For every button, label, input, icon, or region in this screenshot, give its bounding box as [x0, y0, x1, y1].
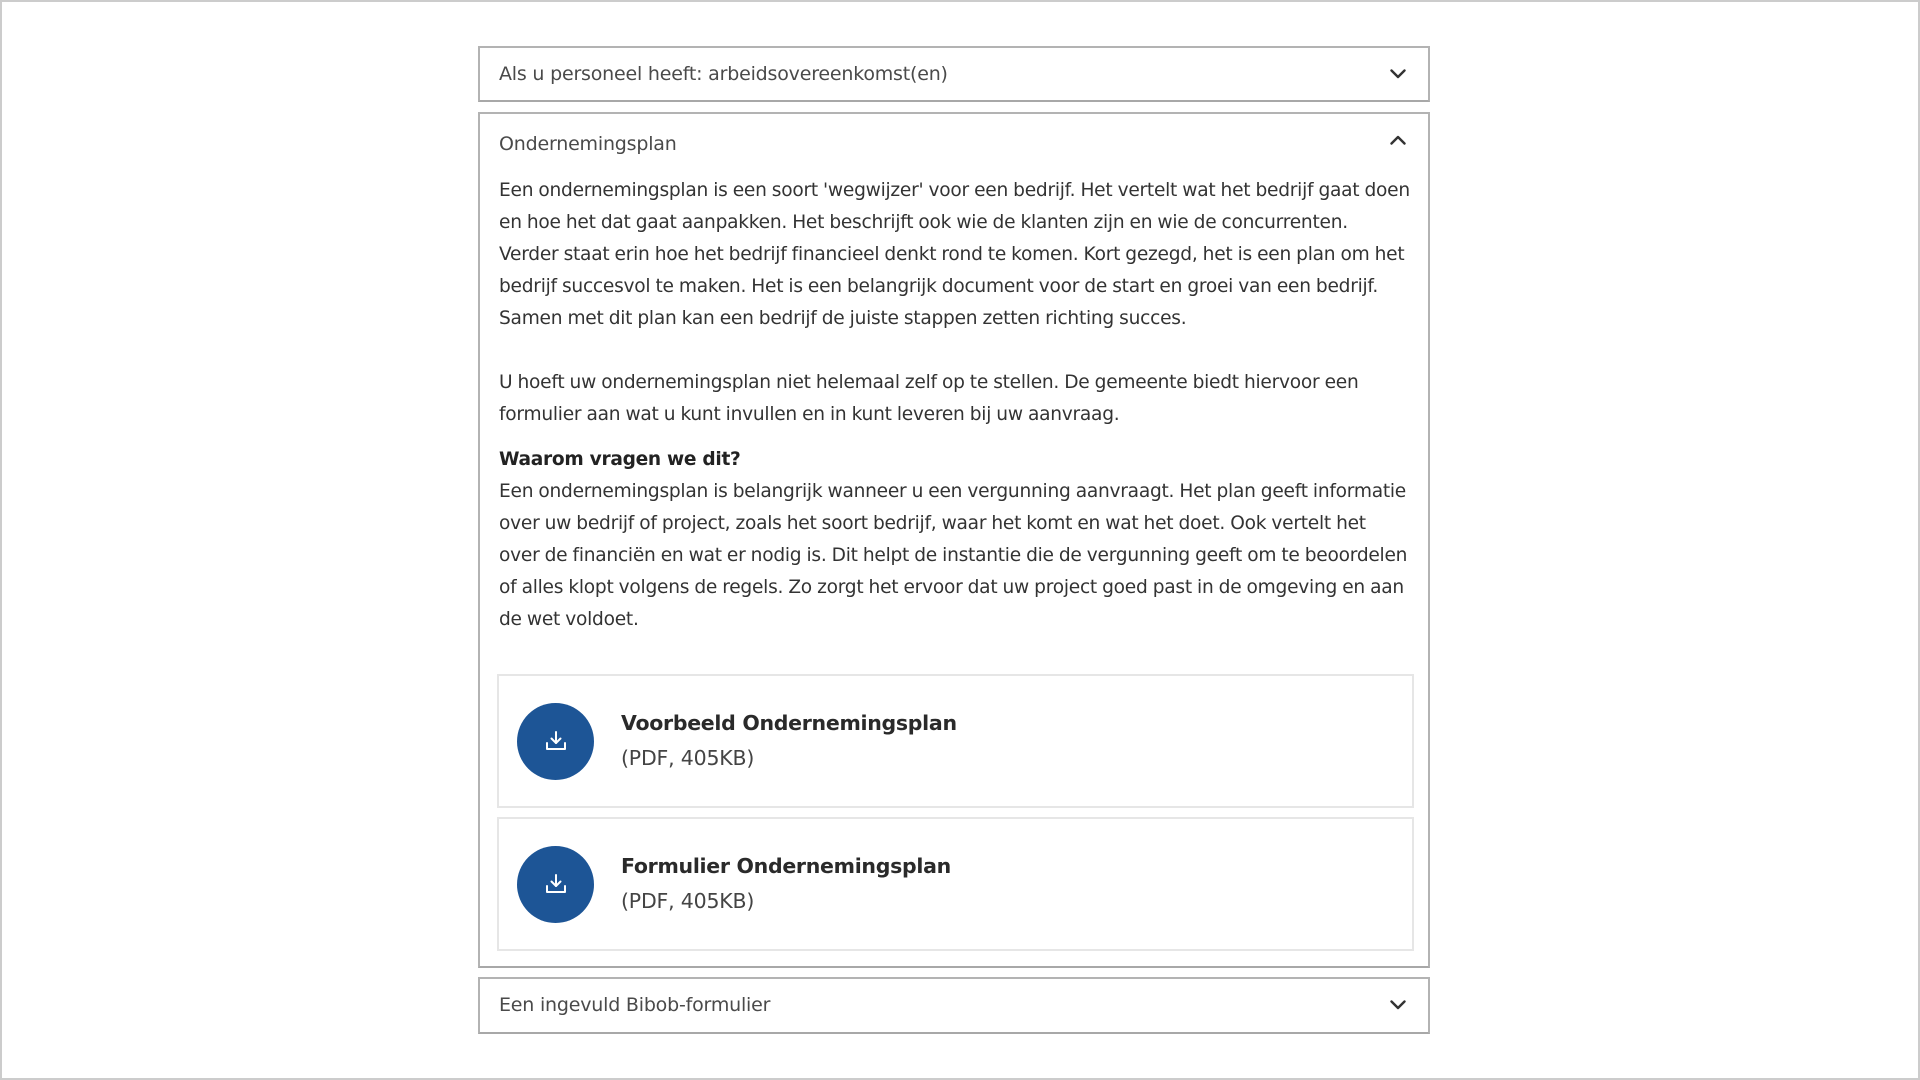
accordion-header-ondernemingsplan[interactable] — [480, 114, 1428, 174]
accordion-title: Ondernemingsplan — [499, 133, 677, 155]
accordion-header-arbeidsovereenkomst[interactable] — [480, 48, 1428, 100]
accordion-item-arbeidsovereenkomst — [478, 46, 1430, 102]
explanation-paragraph: Een ondernemingsplan is belangrijk wanneer u een vergunning aanvraagt. Het plan geeft informatie over uw bedrijf of project, zoals het soort bedrijf, waar het komt en wat het doet. Ook vertelt het over de financiën en wat er nodig is. Dit helpt de instantie die de vergunning geeft om te beoordelen of alles klopt volgens de regels. Zo zorgt het ervoor dat uw project goed past in de omgeving en aan de wet voldoet. — [499, 481, 1408, 630]
download-title[interactable]: Formulier Ondernemingsplan — [621, 854, 951, 878]
download-info — [621, 849, 951, 919]
intro-paragraph: Een ondernemingsplan is een soort 'wegwijzer' voor een bedrijf. Het vertelt wat het bedrijf gaat doen en hoe het dat gaat aanpakken. Het beschrijft ook wie de klanten zijn en wie de concurrenten. Verder staat erin hoe het bedrijf financieel denkt rond te komen. Kort gezegd, het is een plan om het bedrijf succesvol te maken. Het is een belangrijk document voor de start en groei van een bedrijf. Samen met dit plan kan een bedrijf de juiste stappen zetten richting succes. — [499, 180, 1410, 329]
accordion-title: Een ingevuld Bibob-formulier — [499, 994, 771, 1016]
chevron-down-icon[interactable] — [1390, 69, 1406, 79]
chevron-down-icon[interactable] — [1390, 1000, 1406, 1010]
download-icon[interactable] — [517, 703, 594, 780]
download-title[interactable]: Voorbeeld Ondernemingsplan — [621, 711, 957, 735]
accordion-body — [480, 175, 1428, 636]
why-heading: Waarom vragen we dit? — [499, 449, 741, 470]
accordion-header-bibob[interactable] — [480, 979, 1428, 1031]
download-card-voorbeeld[interactable] — [497, 674, 1414, 808]
download-file-meta: (PDF, 405KB) — [621, 746, 755, 770]
accordion-title: Als u personeel heeft: arbeidsovereenkomst(en) — [499, 63, 948, 85]
chevron-up-icon[interactable] — [1390, 135, 1406, 145]
accordion-item-bibob — [478, 977, 1430, 1034]
download-icon[interactable] — [517, 846, 594, 923]
download-file-meta: (PDF, 405KB) — [621, 889, 755, 913]
download-info — [621, 706, 957, 776]
download-card-formulier[interactable] — [497, 817, 1414, 951]
form-info-paragraph: U hoeft uw ondernemingsplan niet helemaal zelf op te stellen. De gemeente biedt hiervoor een formulier aan wat u kunt invullen en in kunt leveren bij uw aanvraag. — [499, 372, 1359, 425]
accordion-item-ondernemingsplan — [478, 112, 1430, 968]
